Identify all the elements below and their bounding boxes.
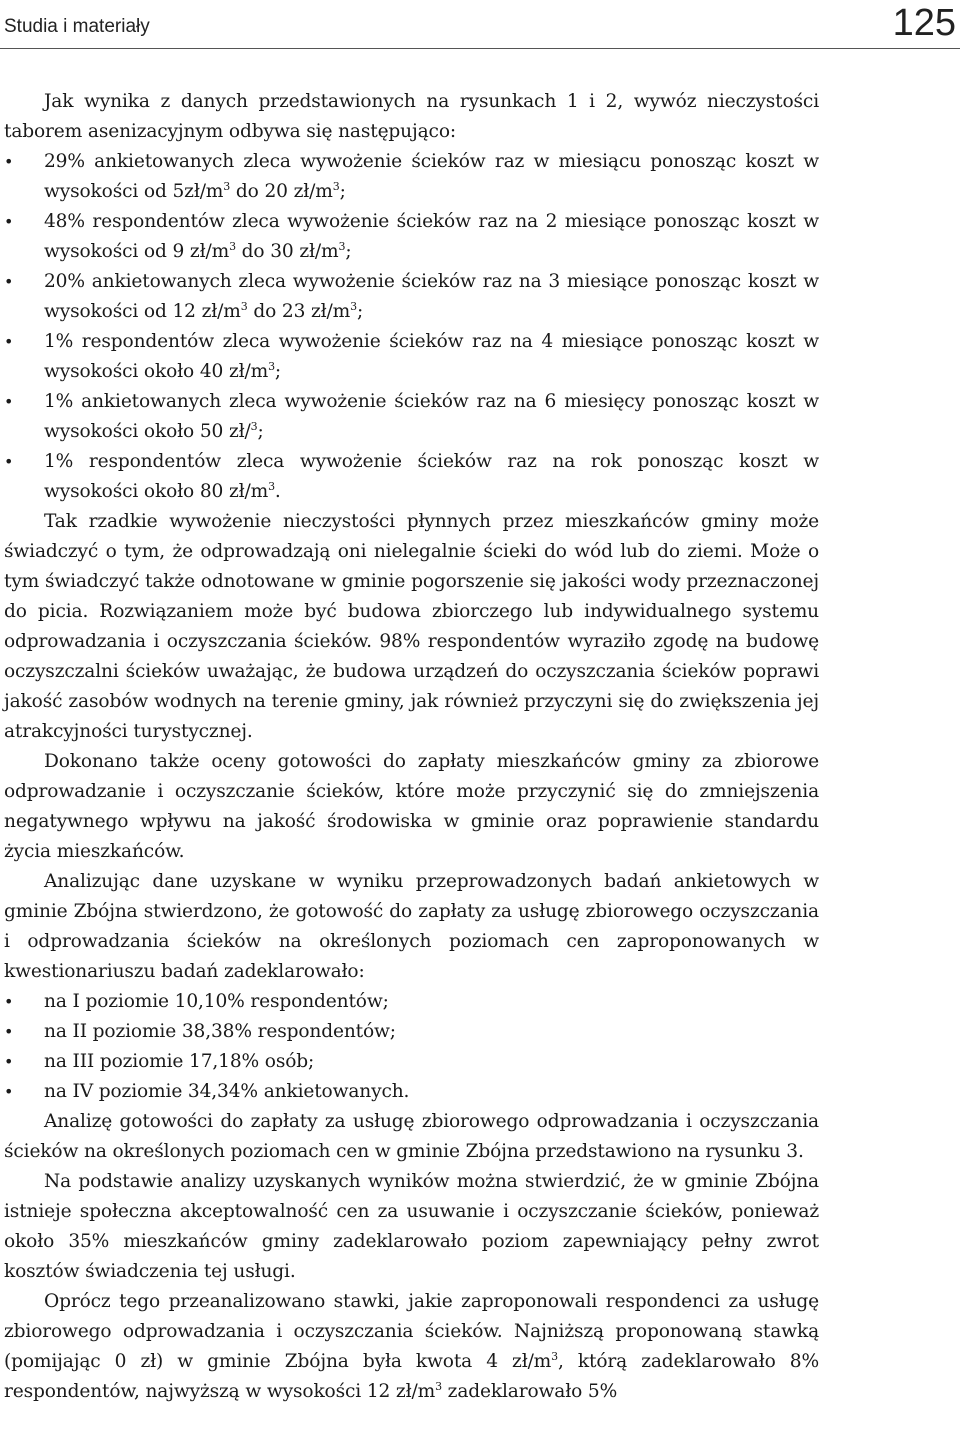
list-item: • na III poziomie 17,18% osób; <box>4 1047 819 1077</box>
list-item: • na II poziomie 38,38% respondentów; <box>4 1017 819 1047</box>
list-item: • 29% ankietowanych zleca wywożenie ścieków raz w miesiącu ponosząc koszt w wysokości od $5zł/m^3$ do 20 $zł/m^3$; <box>4 147 819 207</box>
list-item: • na IV poziomie 34,34% ankietowanych. <box>4 1077 819 1107</box>
bullet-icon: • <box>4 1022 14 1041</box>
bullet-icon: • <box>4 1082 14 1101</box>
page-header <box>0 0 960 49</box>
list-item: • 1% respondentów zleca wywożenie ścieków raz na rok ponosząc koszt w wysokości około 80 $zł/m^3$. <box>4 447 819 507</box>
paragraph-illegal-discharge: Tak rzadkie wywożenie nieczystości płynnych przez mieszkańców gminy może świadczyć o tym, że odprowadzają oni nielegalnie ścieki do wód lub do ziemi. Może o tym świadczyć także odnotowane w gminie pogorszenie się jakości wody przeznaczonej do picia. Rozwiązaniem może być budowa zbiorczego lub indywidualnego systemu odprowadzania i oczyszczania ścieków. 98% respondentów wyraziło zgodę na budowę oczyszczalni ścieków uważając, że budowa urządzeń do oczyszczania ścieków poprawi jakość zasobów wodnych na terenie gminy, jak również przyczyni się do zwiększenia jej atrakcyjności turystycznej. <box>4 511 819 742</box>
bullet-icon: • <box>4 392 14 411</box>
body-text <box>4 87 819 1407</box>
bullet-icon: • <box>4 152 14 171</box>
page-number: 125 <box>892 2 956 44</box>
paragraph-intro: Jak wynika z danych przedstawionych na rysunkach 1 i 2, wywóz nieczystości taborem asenizacyjnym odbywa się następująco: <box>4 91 819 142</box>
bullet-icon: • <box>4 1052 14 1071</box>
bullet-list-price-levels <box>4 987 819 1107</box>
bullet-icon: • <box>4 212 14 231</box>
running-head: Studia i materiały <box>4 16 150 37</box>
bullet-icon: • <box>4 992 14 1011</box>
bullet-list-disposal <box>4 147 819 507</box>
paragraph-willingness-assessment: Dokonano także oceny gotowości do zapłaty mieszkańców gminy za zbiorowe odprowadzanie i oczyszczanie ścieków, które może przyczynić się do zmniejszenia negatywnego wpływu na jakość środowiska w gminie oraz poprawienie standardu życia mieszkańców. <box>4 751 819 862</box>
paragraph-survey-analysis: Analizując dane uzyskane w wyniku przeprowadzonych badań ankietowych w gminie Zbójna stwierdzono, że gotowość do zapłaty za usługę zbiorowego oczyszczania i odprowadzania ścieków na określonych poziomach cen zaproponowanych w kwestionariuszu badań zadeklarowało: <box>4 871 819 982</box>
paragraph-figure-reference: Analizę gotowości do zapłaty za usługę zbiorowego odprowadzania i oczyszczania ścieków na określonych poziomach cen w gminie Zbójna przedstawiono na rysunku 3. <box>4 1111 819 1162</box>
list-item: • 20% ankietowanych zleca wywożenie ścieków raz na 3 miesiące ponosząc koszt w wysokości od 12 $zł/m^3$ do 23 $zł/m^3$; <box>4 267 819 327</box>
paragraph-rates: Oprócz tego przeanalizowano stawki, jakie zaproponowali respondenci za usługę zbiorowego odprowadzania i oczyszczania ścieków. Najniższą proponowaną stawką (pomijając 0 zł) w gminie Zbójna była kwota 4 $zł/m^3$, którą zadeklarowało 8% respondentów, najwyższą w wysokości 12 $zł/m^3$ zadeklarowało 5% <box>4 1291 819 1402</box>
list-item: • na I poziomie 10,10% respondentów; <box>4 987 819 1017</box>
list-item: • 1% respondentów zleca wywożenie ścieków raz na 4 miesiące ponosząc koszt w wysokości około 40 $zł/m^3$; <box>4 327 819 387</box>
bullet-icon: • <box>4 452 14 471</box>
bullet-icon: • <box>4 272 14 291</box>
paragraph-conclusion: Na podstawie analizy uzyskanych wyników można stwierdzić, że w gminie Zbójna istnieje społeczna akceptowalność cen za usuwanie i oczyszczanie ścieków, ponieważ około 35% mieszkańców gminy zadeklarowało poziom zapewniający pełny zwrot kosztów świadczenia tej usługi. <box>4 1171 819 1282</box>
bullet-icon: • <box>4 332 14 351</box>
list-item: • 48% respondentów zleca wywożenie ścieków raz na 2 miesiące ponosząc koszt w wysokości od 9 $zł/m^3$ do 30 $zł/m^3$; <box>4 207 819 267</box>
list-item: • 1% ankietowanych zleca wywożenie ścieków raz na 6 miesięcy ponosząc koszt w wysokości około 50 zł/$^3$; <box>4 387 819 447</box>
